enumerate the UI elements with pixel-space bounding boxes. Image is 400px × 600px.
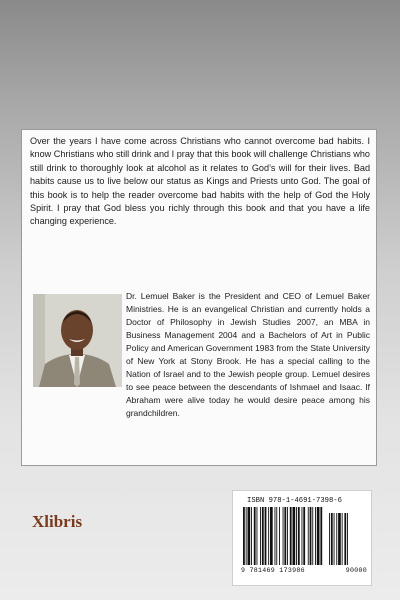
barcode-stripe xyxy=(302,507,303,565)
barcode-stripe xyxy=(243,507,245,565)
barcode-stripe xyxy=(246,507,247,565)
author-bio: Dr. Lemuel Baker is the President and CEO of Lemuel Baker Ministries. He is an evangelical Christian and currently holds a Doctor of Philosophy in Jewish Studies 2007, an MBA in Business Management 2004 and a Bachelors of Art in Public Policy and American Government 1983 from the State University of New York at Stony Brook. He has a special calling to the Nation of Israel and to the Jewish people group. Lemuel desires to see peace between the descendants of Ishmael and Isaac. If Abraham were alive today he would desire peace among his grandchildren. xyxy=(126,291,370,418)
barcode-stripe xyxy=(287,507,288,565)
barcode-addon-stripe xyxy=(336,513,337,565)
barcode-stripe xyxy=(317,507,320,565)
author-portrait-image xyxy=(33,294,122,387)
isbn-label xyxy=(247,497,367,505)
barcode-stripe xyxy=(257,507,258,565)
barcode-stripe xyxy=(260,507,261,565)
barcode-addon-stripe xyxy=(344,513,346,565)
barcode-stripe xyxy=(296,507,297,565)
barcode-stripe xyxy=(254,507,256,565)
publisher-logo: Xlibris xyxy=(32,512,83,531)
barcode-stripe xyxy=(284,507,286,565)
barcode-stripe xyxy=(303,507,305,565)
author-photo xyxy=(33,294,122,387)
barcode-stripe xyxy=(310,507,312,565)
barcode-addon-stripe xyxy=(342,513,343,565)
barcode-addon-stripe xyxy=(331,513,333,565)
barcode-stripe xyxy=(270,507,273,565)
barcode-stripe xyxy=(293,507,296,565)
barcode-stripe xyxy=(251,507,252,565)
barcode-stripe xyxy=(290,507,292,565)
barcode-addon-stripe xyxy=(347,513,348,565)
barcode-stripe xyxy=(275,507,276,565)
barcode-numbers xyxy=(241,567,367,574)
barcode-number-text: 9 781469 173986 xyxy=(241,567,305,574)
barcode-stripe xyxy=(276,507,277,565)
barcode-stripe xyxy=(320,507,322,565)
book-blurb: Over the years I have come across Christians who cannot overcome bad habits. I know Christians who still drink and I pray that this book will challenge Christians who still drink to thoroughly look at alcohol as it relates to God’s will for their lives. Bad habits cause us to live below our status as Kings and Priests unto God. The goal of this book is to help the reader overcome bad habits with the help of God the Holy Spirit. I pray that God bless you richly through this book and that you have a life changing experience. xyxy=(30,136,370,227)
barcode-stripe xyxy=(312,507,313,565)
barcode-icon xyxy=(241,507,365,567)
barcode-stripe xyxy=(283,507,284,565)
barcode-stripe xyxy=(265,507,267,565)
barcode-addon-stripe xyxy=(334,513,335,565)
barcode-stripe xyxy=(315,507,316,565)
barcode-addon-stripe xyxy=(338,513,341,565)
barcode-stripe xyxy=(248,507,251,565)
barcode-block xyxy=(232,490,372,586)
barcode-stripe xyxy=(262,507,264,565)
barcode-addon-stripe xyxy=(329,513,330,565)
isbn-text: ISBN 978-1-4691-7398-6 xyxy=(247,497,342,505)
barcode-stripe xyxy=(279,507,280,565)
barcode-stripe xyxy=(268,507,269,565)
text-panel xyxy=(21,129,377,466)
price-code-text: 90000 xyxy=(345,567,367,574)
barcode-stripe xyxy=(298,507,300,565)
barcode-stripe xyxy=(308,507,309,565)
